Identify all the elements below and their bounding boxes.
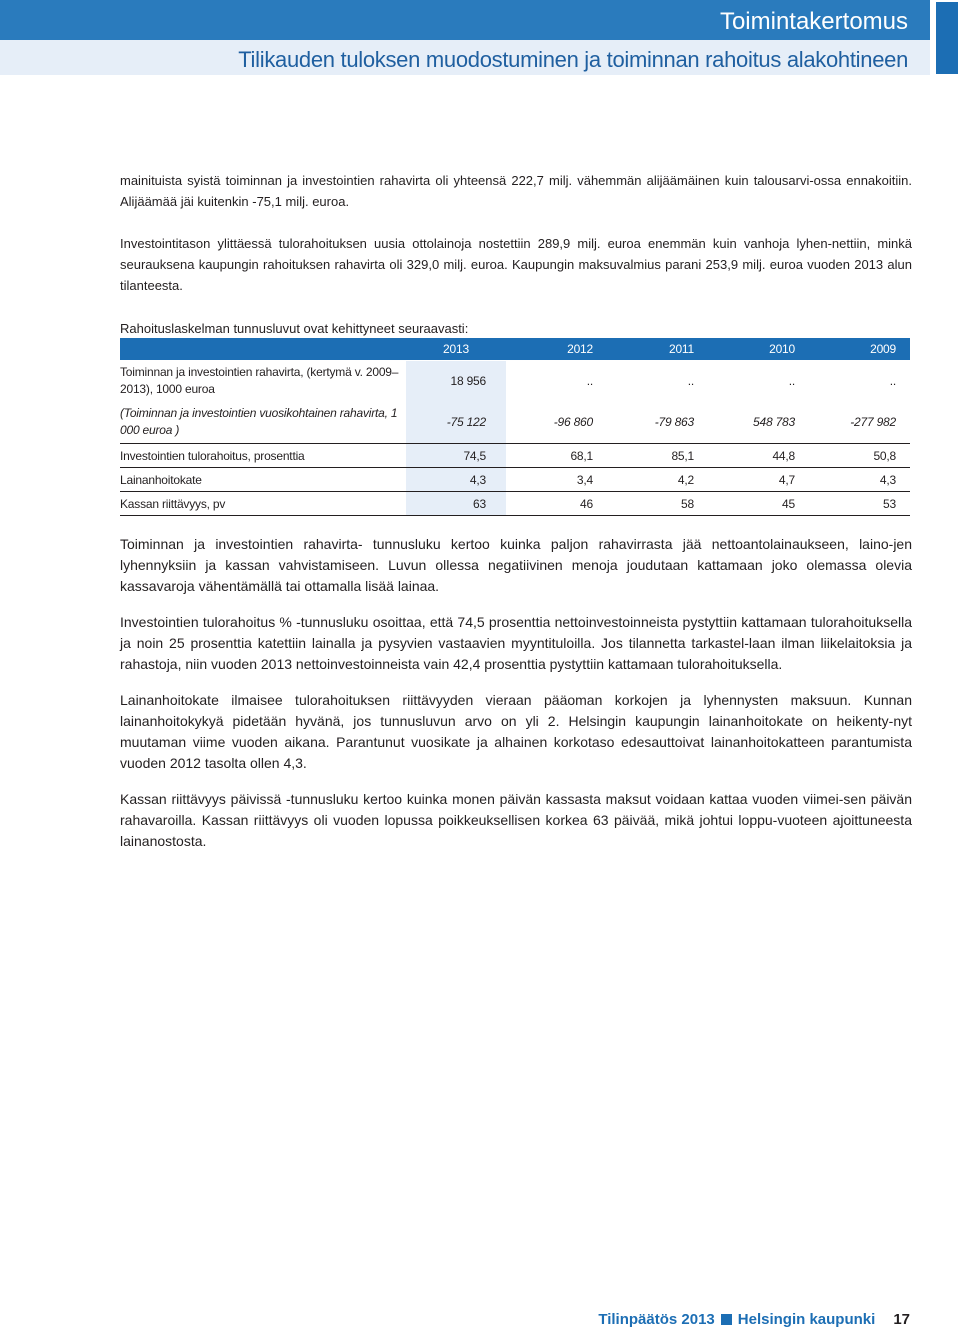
table-cell: 3,4: [506, 468, 607, 492]
paragraph: Toiminnan ja investointien rahavirta- tunnusluku kertoo kuinka paljon rahavirrasta jää nettoantolainaukseen, laino-jen lyhennyksiin ja kassan vahvistamiseen. Luvun ollessa negatiivinen menoja joudutaan kattamaan joko olemassa olevia kassavaroja vähentämällä tai ottamalla lisää lainaa.: [120, 536, 912, 594]
row-label: (Toiminnan ja investointien vuosikohtainen rahavirta, 1 000 euroa ): [120, 406, 398, 437]
year-header: 2009: [809, 338, 910, 361]
year-header: 2013: [406, 338, 506, 361]
paragraph: Investointien tulorahoitus % -tunnusluku osoittaa, että 74,5 prosenttia nettoinvestoinneista pystyttiin kattamaan tulorahoituksella ja noin 25 prosenttia katettiin lainalla ja pysyvien vastaavien myyntituloilla. Jos tilannetta tarkastel-laan ilman liikelaitoksia ja rahastoja, niin vuoden 2013 nettoinvestoinneista vain 42,4 prosenttia pystyttiin kattamaan tulorahoituksella.: [120, 614, 912, 672]
page-footer: [598, 1311, 910, 1328]
table-cell: 68,1: [506, 444, 607, 468]
paragraph: Lainanhoitokate ilmaisee tulorahoituksen riittävyyden vieraan pääoman korkojen ja lyhennysten maksuun. Kunnan lainanhoitokykyä pidetään hyvänä, jos tunnusluvun arvo on yli 2. Helsingin kaupungin lainanhoitokate on heikenty-nyt muutaman viime vuoden aikana. Parantunut vuosikate ja alhainen korkotaso edesauttoivat lainanhoitokatteen parantumista vuoden 2012 tasolta ollen 4,3.: [120, 692, 912, 771]
table-cell: -79 863: [654, 415, 694, 429]
table-cell: 45: [708, 492, 809, 516]
intro-text: [120, 170, 912, 339]
table-cell: ..: [809, 361, 910, 402]
footer-report-name: Tilinpäätös 2013: [598, 1311, 715, 1328]
table-cell: 46: [506, 492, 607, 516]
table-cell: ..: [506, 361, 607, 402]
table-cell: 53: [809, 492, 910, 516]
table-cell: -75 122: [406, 401, 506, 444]
table-cell: 548 783: [753, 415, 795, 429]
table-cell: 58: [607, 492, 708, 516]
table-cell: ..: [607, 361, 708, 402]
table-cell: 4,3: [809, 468, 910, 492]
row-label: Kassan riittävyys, pv: [120, 492, 406, 516]
square-icon: [721, 1314, 732, 1325]
section-title: Toimintakertomus: [719, 8, 908, 35]
table-row: [120, 444, 910, 468]
paragraph: mainituista syistä toiminnan ja investointien rahavirta oli yhteensä 222,7 milj. vähemmän alijäämäinen kuin talousarvi-ossa ennakoitiin. Alijäämää jäi kuitenkin -75,1 milj. euroa.: [120, 173, 912, 209]
paragraph: Investointitason ylittäessä tulorahoituksen uusia ottolainoja nostettiin 289,9 milj. euroa enemmän kuin vanhoja lyhen-nettiin, minkä seurauksena kaupungin rahoituksen rahavirta oli 329,0 milj. euroa. Kaupungin maksuvalmius parani 253,9 milj. euroa vuoden 2013 alun tilanteesta.: [120, 236, 912, 293]
row-label: Lainanhoitokate: [120, 468, 406, 492]
row-label: Investointien tulorahoitus, prosenttia: [120, 444, 406, 468]
table-cell: 74,5: [406, 444, 506, 468]
table-cell: 4,7: [708, 468, 809, 492]
paragraph: Kassan riittävyys päivissä -tunnusluku kertoo kuinka monen päivän kassasta maksut voidaan kattaa vuoden viimei-sen päivän rahavaroilla. Kassan riittävyys oli vuoden lopussa poikkeuksellisen korkea 63 päivää, mikä johtui loppu-vuoteen ajoittuneesta lainanostosta.: [120, 791, 912, 849]
table-cell: -277 982: [850, 415, 896, 429]
table-cell: ..: [708, 361, 809, 402]
table-row: [120, 468, 910, 492]
table-header-row: [120, 338, 910, 361]
year-header: 2011: [607, 338, 708, 361]
table-cell: 85,1: [607, 444, 708, 468]
table-cell: 18 956: [406, 361, 506, 402]
page-subtitle: Tilikauden tuloksen muodostuminen ja toiminnan rahoitus alakohtineen: [238, 47, 908, 72]
table-cell: 50,8: [809, 444, 910, 468]
table-cell: 4,2: [607, 468, 708, 492]
year-header: 2012: [506, 338, 607, 361]
year-header: 2010: [708, 338, 809, 361]
table-cell: 44,8: [708, 444, 809, 468]
table-header-corner: [120, 338, 406, 361]
table-cell: -96 860: [553, 415, 593, 429]
table-intro: Rahoituslaskelman tunnusluvut ovat kehittyneet seuraavasti:: [120, 321, 469, 336]
page-number: 17: [893, 1311, 910, 1328]
body-text: [120, 534, 912, 852]
table-cell: 4,3: [406, 468, 506, 492]
footer-organization: Helsingin kaupunki: [737, 1311, 876, 1328]
table-row: [120, 401, 910, 444]
table-row: [120, 361, 910, 402]
row-label: Toiminnan ja investointien rahavirta, (kertymä v. 2009–2013), 1000 euroa: [120, 365, 399, 396]
header-side-block: [936, 2, 958, 74]
table-row: [120, 492, 910, 516]
table-cell: 63: [406, 492, 506, 516]
financing-ratios-table: [120, 338, 910, 516]
